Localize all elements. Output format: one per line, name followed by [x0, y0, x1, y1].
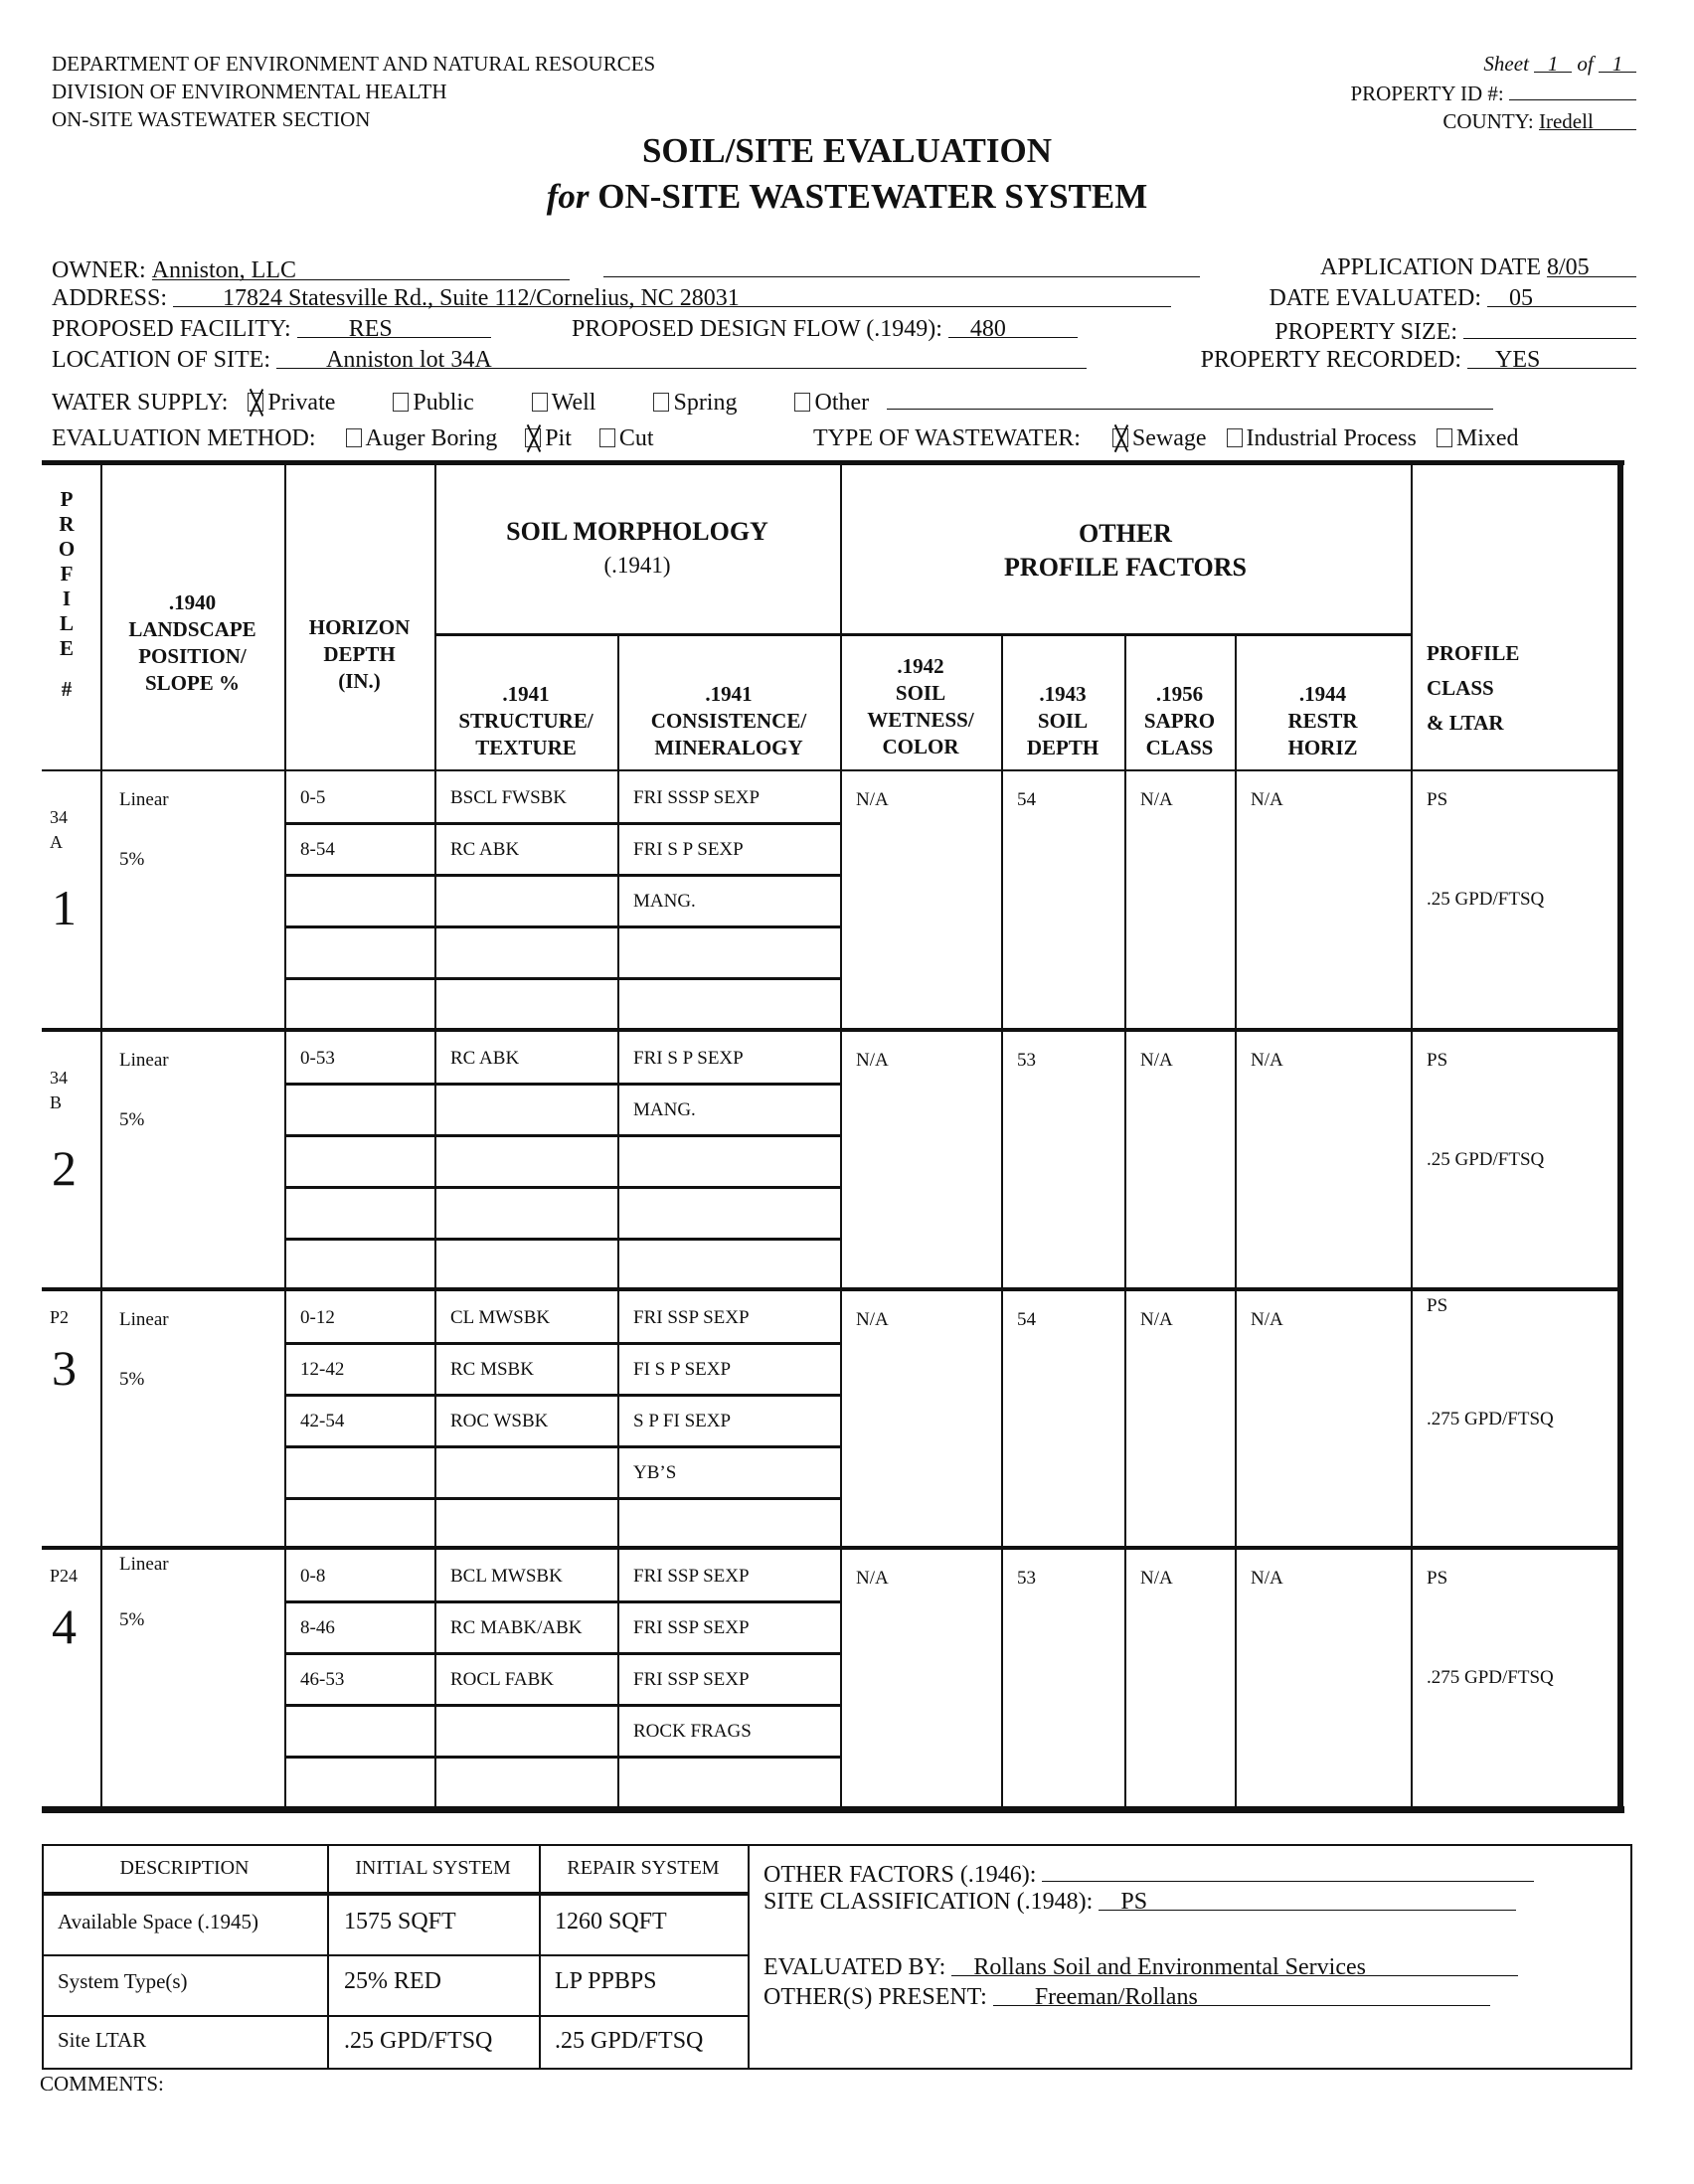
water-supply-private[interactable]: Private — [248, 390, 335, 416]
checkbox-icon[interactable] — [346, 428, 362, 447]
agency-line-1: DEPARTMENT OF ENVIRONMENT AND NATURAL RESOURCES — [52, 52, 656, 76]
profile-separator — [42, 1546, 1622, 1550]
header-divider — [434, 633, 1411, 636]
checkbox-icon[interactable] — [1227, 428, 1243, 447]
horizon-header: HORIZON DEPTH (IN.) — [308, 615, 411, 693]
landscape-header: .1940 LANDSCAPE POSITION/ SLOPE % — [128, 590, 256, 695]
structure-header: .1941 STRUCTURE/ TEXTURE — [458, 682, 593, 759]
profile-ltar[interactable]: .25 GPD/FTSQ — [1427, 889, 1545, 910]
horizon-depth[interactable]: 0-53 — [300, 1048, 335, 1069]
horizon-row-line — [284, 925, 840, 928]
soil-depth[interactable]: 53 — [1017, 1568, 1036, 1589]
horizon-row-line — [284, 1394, 840, 1397]
property-size-value[interactable] — [1463, 316, 1636, 339]
profile-vertical-letter: F — [60, 562, 74, 586]
system-row-label: Site LTAR — [58, 2028, 147, 2052]
profile-vertical-letter: E — [59, 636, 74, 660]
horizon-depth[interactable]: 8-46 — [300, 1617, 335, 1638]
method-pit[interactable]: Pit — [525, 425, 572, 451]
profile-number: 1 — [52, 880, 77, 935]
address-field: ADDRESS: 17824 Statesville Rd., Suite 112/Cornelius, NC 28031 — [52, 285, 1171, 312]
profile-number-header: P R O F I L E # — [52, 487, 82, 702]
profile-ltar[interactable]: .275 GPD/FTSQ — [1427, 1667, 1554, 1688]
system-table-bottom — [42, 2068, 1632, 2070]
col-line — [1124, 634, 1126, 1810]
consistence-mineralogy[interactable]: FRI SSP SEXP — [633, 1566, 750, 1587]
application-date-value[interactable]: 8/05 — [1547, 254, 1636, 277]
structure-texture[interactable]: ROCL FABK — [450, 1669, 554, 1690]
profile-id: 34 — [50, 807, 68, 827]
slope-percent[interactable]: 5% — [119, 1369, 145, 1390]
col-line — [840, 462, 842, 1810]
date-evaluated-value[interactable]: 05 — [1487, 285, 1636, 307]
restrictive-horizon[interactable]: N/A — [1251, 1568, 1283, 1589]
structure-texture[interactable]: RC MABK/ABK — [450, 1617, 583, 1638]
water-supply-well[interactable]: Well — [532, 390, 596, 416]
col-line — [100, 462, 102, 1810]
sapro-class[interactable]: N/A — [1140, 1050, 1173, 1071]
design-flow-value[interactable]: 480 — [948, 316, 1078, 338]
comments-value[interactable] — [199, 2072, 1591, 2100]
property-recorded-field: PROPERTY RECORDED: YES — [1201, 347, 1636, 374]
wastewater-type-row: TYPE OF WASTEWATER: Sewage Industrial Process Mixed — [813, 425, 1519, 451]
col-line — [1411, 462, 1413, 1810]
checkbox-icon[interactable] — [393, 393, 409, 412]
system-initial-value[interactable]: 1575 SQFT — [344, 1909, 456, 1934]
profile-number: 3 — [52, 1340, 77, 1396]
method-cut[interactable]: Cut — [599, 425, 654, 451]
profile-id: P2 — [50, 1307, 70, 1327]
table-right-border — [1617, 460, 1623, 1812]
system-table-right — [1630, 1844, 1632, 2070]
col-line — [617, 634, 619, 1810]
consistence-mineralogy[interactable]: MANG. — [633, 891, 696, 912]
agency-header — [52, 50, 655, 133]
property-id-value[interactable] — [1509, 78, 1636, 100]
sapro-class[interactable]: N/A — [1140, 789, 1173, 810]
horizon-row-line — [284, 1238, 840, 1241]
sapro-header: .1956 SAPRO CLASS — [1143, 682, 1216, 759]
col-line — [748, 1844, 750, 2070]
application-date-field: APPLICATION DATE 8/05 — [1320, 254, 1636, 281]
owner-value[interactable]: Anniston, LLC — [152, 257, 570, 280]
row-line — [42, 1892, 750, 1896]
horizon-depth[interactable]: 0-12 — [300, 1307, 335, 1328]
profile-ltar[interactable]: .25 GPD/FTSQ — [1427, 1149, 1545, 1170]
date-evaluated-field: DATE EVALUATED: 05 — [1269, 285, 1636, 312]
water-supply-public[interactable]: Public — [393, 390, 473, 416]
wastewater-mixed[interactable]: Mixed — [1437, 425, 1519, 451]
design-flow-field: PROPOSED DESIGN FLOW (.1949): 480 — [572, 316, 1078, 343]
profile-vertical-letter: I — [62, 587, 72, 610]
soil-depth[interactable]: 54 — [1017, 1309, 1036, 1330]
owner-field: OWNER: Anniston, LLC — [52, 254, 1200, 284]
system-initial-value[interactable]: .25 GPD/FTSQ — [344, 2028, 493, 2054]
water-supply-other[interactable]: Other — [794, 390, 869, 416]
checkbox-checked-icon[interactable] — [525, 428, 541, 447]
checkbox-icon[interactable] — [794, 393, 810, 412]
profile-vertical-letter: O — [58, 537, 76, 561]
restrictive-horizon[interactable]: N/A — [1251, 1050, 1283, 1071]
horizon-row-line — [284, 1445, 840, 1448]
restrictive-horizon[interactable]: N/A — [1251, 1309, 1283, 1330]
landscape-position[interactable]: Linear — [119, 1309, 169, 1330]
landscape-position[interactable]: Linear — [119, 1554, 169, 1575]
evaluated-by-value[interactable]: Rollans Soil and Environmental Services — [951, 1954, 1518, 1976]
horizon-depth[interactable]: 42-54 — [300, 1411, 345, 1431]
header-bottom-border — [42, 769, 1622, 771]
soil-depth[interactable]: 54 — [1017, 789, 1036, 810]
proposed-facility-field: PROPOSED FACILITY: RES — [52, 316, 491, 343]
sheet-info — [1350, 50, 1636, 135]
other-factors-value[interactable] — [1042, 1859, 1534, 1882]
water-supply-other-value[interactable] — [887, 387, 1493, 410]
consistence-mineralogy[interactable]: YB’S — [633, 1462, 677, 1483]
wastewater-sewage[interactable]: Sewage — [1112, 425, 1207, 451]
landscape-position[interactable]: Linear — [119, 1050, 169, 1071]
system-header-repair: REPAIR SYSTEM — [567, 1857, 720, 1879]
horizon-row-line — [284, 1497, 840, 1500]
horizon-depth[interactable]: 8-54 — [300, 839, 335, 860]
horizon-row-line — [284, 1600, 840, 1603]
structure-texture[interactable]: RC ABK — [450, 839, 520, 860]
checkbox-icon[interactable] — [599, 428, 615, 447]
col-line — [1235, 634, 1237, 1810]
consistence-mineralogy[interactable]: MANG. — [633, 1099, 696, 1120]
profile-id: P24 — [50, 1566, 79, 1586]
other-factors-field: OTHER FACTORS (.1946): — [763, 1859, 1534, 1889]
structure-texture[interactable]: RC MSBK — [450, 1359, 534, 1380]
table-bottom-border — [42, 1806, 1624, 1813]
profile-ltar[interactable]: .275 GPD/FTSQ — [1427, 1409, 1554, 1429]
horizon-row-line — [284, 977, 840, 980]
soil-wetness[interactable]: N/A — [856, 1568, 889, 1589]
horizon-row-line — [284, 822, 840, 825]
profile-vertical-letter: P — [60, 487, 74, 511]
consistence-mineralogy[interactable]: FRI SSP SEXP — [633, 1307, 750, 1328]
soil-wetness[interactable]: N/A — [856, 789, 889, 810]
consistence-mineralogy[interactable]: FRI S P SEXP — [633, 1048, 744, 1069]
horizon-depth[interactable]: 0-8 — [300, 1566, 326, 1587]
wastewater-industrial[interactable]: Industrial Process — [1227, 425, 1417, 451]
profile-vertical-letter: R — [59, 512, 75, 536]
soil-depth-header: .1943 SOIL DEPTH — [1026, 682, 1100, 759]
soil-morphology-header: SOIL MORPHOLOGY (.1941) — [506, 517, 768, 578]
sheet-total[interactable]: 1 — [1599, 50, 1636, 73]
soil-wetness[interactable]: N/A — [856, 1309, 889, 1330]
restr-header: .1944 RESTR HORIZ — [1287, 682, 1358, 759]
evaluation-method-row: EVALUATION METHOD: Auger Boring Pit Cut — [52, 425, 654, 451]
comments-label: COMMENTS: — [40, 2072, 164, 2096]
system-header-description: DESCRIPTION — [119, 1857, 250, 1879]
profile-vertical-letter: L — [59, 611, 74, 635]
horizon-row-line — [284, 1342, 840, 1345]
profile-number: 2 — [52, 1140, 77, 1196]
system-initial-value[interactable]: 25% RED — [344, 1968, 441, 1994]
others-present-field: OTHER(S) PRESENT: Freeman/Rollans — [763, 1984, 1490, 2011]
horizon-row-line — [284, 1652, 840, 1655]
county: COUNTY: Iredell — [1350, 107, 1636, 135]
horizon-row-line — [284, 1704, 840, 1707]
other-factors-header: OTHER PROFILE FACTORS — [1004, 519, 1247, 582]
consistence-mineralogy[interactable]: ROCK FRAGS — [633, 1721, 752, 1742]
sapro-class[interactable]: N/A — [1140, 1568, 1173, 1589]
system-table-top — [42, 1844, 1632, 1846]
checkbox-checked-icon[interactable] — [1112, 428, 1128, 447]
consistence-mineralogy[interactable]: FI S P SEXP — [633, 1359, 732, 1380]
water-supply-spring[interactable]: Spring — [653, 390, 737, 416]
others-present-value[interactable]: Freeman/Rollans — [993, 1984, 1490, 2006]
sheet-counter: Sheet 1 of 1 — [1350, 50, 1636, 78]
horizon-row-line — [284, 1134, 840, 1137]
property-id: PROPERTY ID #: — [1350, 78, 1636, 107]
system-repair-value[interactable]: .25 GPD/FTSQ — [555, 2028, 704, 2054]
profile-class[interactable]: PS — [1427, 1295, 1448, 1316]
system-header-initial: INITIAL SYSTEM — [355, 1857, 511, 1879]
landscape-position[interactable]: Linear — [119, 789, 169, 810]
structure-texture[interactable]: BCL MWSBK — [450, 1566, 563, 1587]
wetness-header: .1942 SOIL WETNESS/ COLOR — [867, 654, 974, 758]
location-value[interactable]: Anniston lot 34A — [276, 347, 1087, 369]
consistence-mineralogy[interactable]: FRI SSSP SEXP — [633, 787, 761, 808]
horizon-depth[interactable]: 46-53 — [300, 1669, 345, 1690]
checkbox-icon[interactable] — [1437, 428, 1452, 447]
form-title: SOIL/SITE EVALUATION — [641, 131, 1053, 170]
horizon-row-line — [284, 874, 840, 877]
profile-class[interactable]: PS — [1427, 1050, 1448, 1071]
structure-texture[interactable]: RC ABK — [450, 1048, 520, 1069]
slope-percent[interactable]: 5% — [119, 1609, 145, 1630]
horizon-row-line — [284, 1186, 840, 1189]
horizon-row-line — [284, 1756, 840, 1759]
structure-texture[interactable]: ROC WSBK — [450, 1411, 549, 1431]
row-line — [42, 2015, 750, 2017]
slope-percent[interactable]: 5% — [119, 849, 145, 870]
county-value[interactable]: Iredell — [1539, 107, 1636, 130]
checkbox-icon[interactable] — [653, 393, 669, 412]
restrictive-horizon[interactable]: N/A — [1251, 789, 1283, 810]
consistence-mineralogy[interactable]: S P FI SEXP — [633, 1411, 732, 1431]
consistence-mineralogy[interactable]: FRI SSP SEXP — [633, 1617, 750, 1638]
location-field: LOCATION OF SITE: Anniston lot 34A — [52, 347, 1087, 374]
agency-line-2: DIVISION OF ENVIRONMENTAL HEALTH — [52, 80, 447, 103]
table-top-border — [42, 460, 1624, 465]
system-row-label: Available Space (.1945) — [58, 1910, 258, 1933]
system-repair-value[interactable]: LP PPBPS — [555, 1968, 657, 1994]
profile-number: 4 — [52, 1598, 77, 1654]
site-classification-value[interactable]: PS — [1099, 1889, 1516, 1911]
checkbox-icon[interactable] — [532, 393, 548, 412]
consistence-mineralogy[interactable]: FRI S P SEXP — [633, 839, 744, 860]
structure-texture[interactable]: BSCL FWSBK — [450, 787, 568, 808]
profile-separator — [42, 1287, 1622, 1291]
profile-id: B — [50, 1092, 63, 1112]
col-line — [1001, 634, 1003, 1810]
profile-class[interactable]: PS — [1427, 1568, 1448, 1589]
system-row-label: System Type(s) — [58, 1969, 188, 1993]
profile-id: A — [50, 832, 63, 852]
slope-percent[interactable]: 5% — [119, 1109, 145, 1130]
agency-line-3: ON-SITE WASTEWATER SECTION — [52, 107, 371, 131]
horizon-row-line — [284, 1083, 840, 1086]
soil-wetness[interactable]: N/A — [856, 1050, 889, 1071]
profile-vertical-label — [52, 487, 82, 661]
consistence-mineralogy[interactable]: FRI SSP SEXP — [633, 1669, 750, 1690]
address-value[interactable]: 17824 Statesville Rd., Suite 112/Cornelius, NC 28031 — [173, 285, 1171, 307]
proposed-facility-value[interactable]: RES — [297, 316, 491, 338]
water-supply-row: WATER SUPPLY: Private Public Well Spring Other — [52, 387, 1493, 417]
checkbox-checked-icon[interactable] — [248, 393, 263, 412]
structure-texture[interactable]: CL MWSBK — [450, 1307, 551, 1328]
system-repair-value[interactable]: 1260 SQFT — [555, 1909, 667, 1934]
evaluated-by-field: EVALUATED BY: Rollans Soil and Environmental Services — [763, 1954, 1518, 1981]
profile-class[interactable]: PS — [1427, 789, 1448, 810]
owner-extra-line[interactable] — [603, 254, 1200, 277]
form-subtitle: for ON-SITE WASTEWATER SYSTEM — [546, 177, 1148, 216]
profile-id: 34 — [50, 1068, 68, 1088]
profile-class-header: PROFILE CLASS & LTAR — [1427, 641, 1520, 735]
property-size-field: PROPERTY SIZE: — [1274, 316, 1636, 346]
property-recorded-value[interactable]: YES — [1467, 347, 1636, 369]
consistence-header: .1941 CONSISTENCE/ MINERALOGY — [650, 682, 807, 759]
site-classification-field: SITE CLASSIFICATION (.1948): PS — [763, 1889, 1516, 1916]
horizon-depth[interactable]: 0-5 — [300, 787, 326, 808]
sheet-number[interactable]: 1 — [1534, 50, 1572, 73]
horizon-depth[interactable]: 12-42 — [300, 1359, 345, 1380]
soil-depth[interactable]: 53 — [1017, 1050, 1036, 1071]
sapro-class[interactable]: N/A — [1140, 1309, 1173, 1330]
method-auger-boring[interactable]: Auger Boring — [346, 425, 498, 451]
row-line — [42, 1954, 750, 1956]
profile-separator — [42, 1028, 1622, 1032]
